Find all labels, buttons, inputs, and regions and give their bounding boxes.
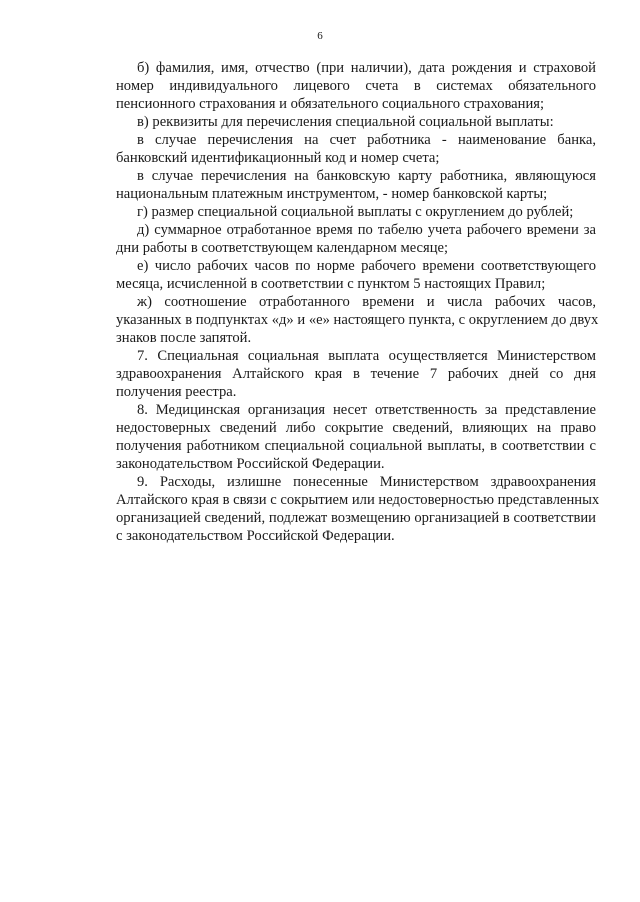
text-line: недостоверных сведений либо сокрытие сведений, влияющих на право bbox=[116, 420, 596, 436]
text-line: 7. Специальная социальная выплата осуществляется Министерством bbox=[137, 348, 596, 364]
text-line: законодательством Российской Федерации. bbox=[116, 456, 385, 472]
paragraph bbox=[116, 401, 596, 473]
paragraph bbox=[116, 473, 600, 545]
text-line: в) реквизиты для перечисления специальной социальной выплаты: bbox=[137, 114, 554, 130]
text-line: банковский идентификационный код и номер счета; bbox=[116, 150, 440, 166]
paragraph bbox=[116, 203, 596, 221]
text-line: Алтайского края в связи с сокрытием или недостоверностью представленных bbox=[116, 492, 600, 508]
document-body bbox=[116, 59, 600, 545]
paragraph bbox=[116, 131, 596, 167]
paragraph bbox=[116, 167, 596, 203]
text-line: национальным платежным инструментом, - номер банковской карты; bbox=[116, 186, 548, 202]
paragraph bbox=[116, 59, 596, 113]
text-line: б) фамилия, имя, отчество (при наличии), дата рождения и страховой bbox=[137, 60, 596, 76]
text-line: 8. Медицинская организация несет ответственность за представление bbox=[137, 402, 596, 418]
text-line: указанных в подпунктах «д» и «е» настоящего пункта, с округлением до двух bbox=[116, 312, 599, 328]
text-line: ж) соотношение отработанного времени и числа рабочих часов, bbox=[137, 294, 596, 310]
text-line: с законодательством Российской Федерации. bbox=[116, 528, 395, 544]
text-line: 9. Расходы, излишне понесенные Министерством здравоохранения bbox=[137, 474, 596, 490]
text-line: пенсионного страхования и обязательного социального страхования; bbox=[116, 96, 545, 112]
text-line: в случае перечисления на банковскую карту работника, являющуюся bbox=[137, 168, 596, 184]
text-line: здравоохранения Алтайского края в течение 7 рабочих дней со дня bbox=[116, 366, 596, 382]
paragraph bbox=[116, 293, 599, 347]
text-line: организацией сведений, подлежат возмещению организацией в соответствии bbox=[116, 510, 596, 526]
paragraph bbox=[116, 257, 596, 293]
paragraph bbox=[116, 113, 596, 131]
text-line: г) размер специальной социальной выплаты с округлением до рублей; bbox=[137, 204, 574, 220]
text-line: получения работником специальной социальной выплаты, в соответствии с bbox=[116, 438, 596, 454]
text-line: получения реестра. bbox=[116, 384, 237, 400]
page-number: 6 bbox=[317, 30, 323, 42]
text-line: в случае перечисления на счет работника - наименование банка, bbox=[137, 132, 596, 148]
paragraph bbox=[116, 221, 596, 257]
text-line: дни работы в соответствующем календарном месяце; bbox=[116, 240, 449, 256]
paragraph bbox=[116, 347, 596, 401]
text-line: д) суммарное отработанное время по табелю учета рабочего времени за bbox=[137, 222, 596, 238]
text-line: номер индивидуального лицевого счета в системах обязательного bbox=[116, 78, 596, 94]
text-line: е) число рабочих часов по норме рабочего времени соответствующего bbox=[137, 258, 596, 274]
text-line: знаков после запятой. bbox=[116, 330, 252, 346]
text-line: месяца, исчисленной в соответствии с пунктом 5 настоящих Правил; bbox=[116, 276, 546, 292]
